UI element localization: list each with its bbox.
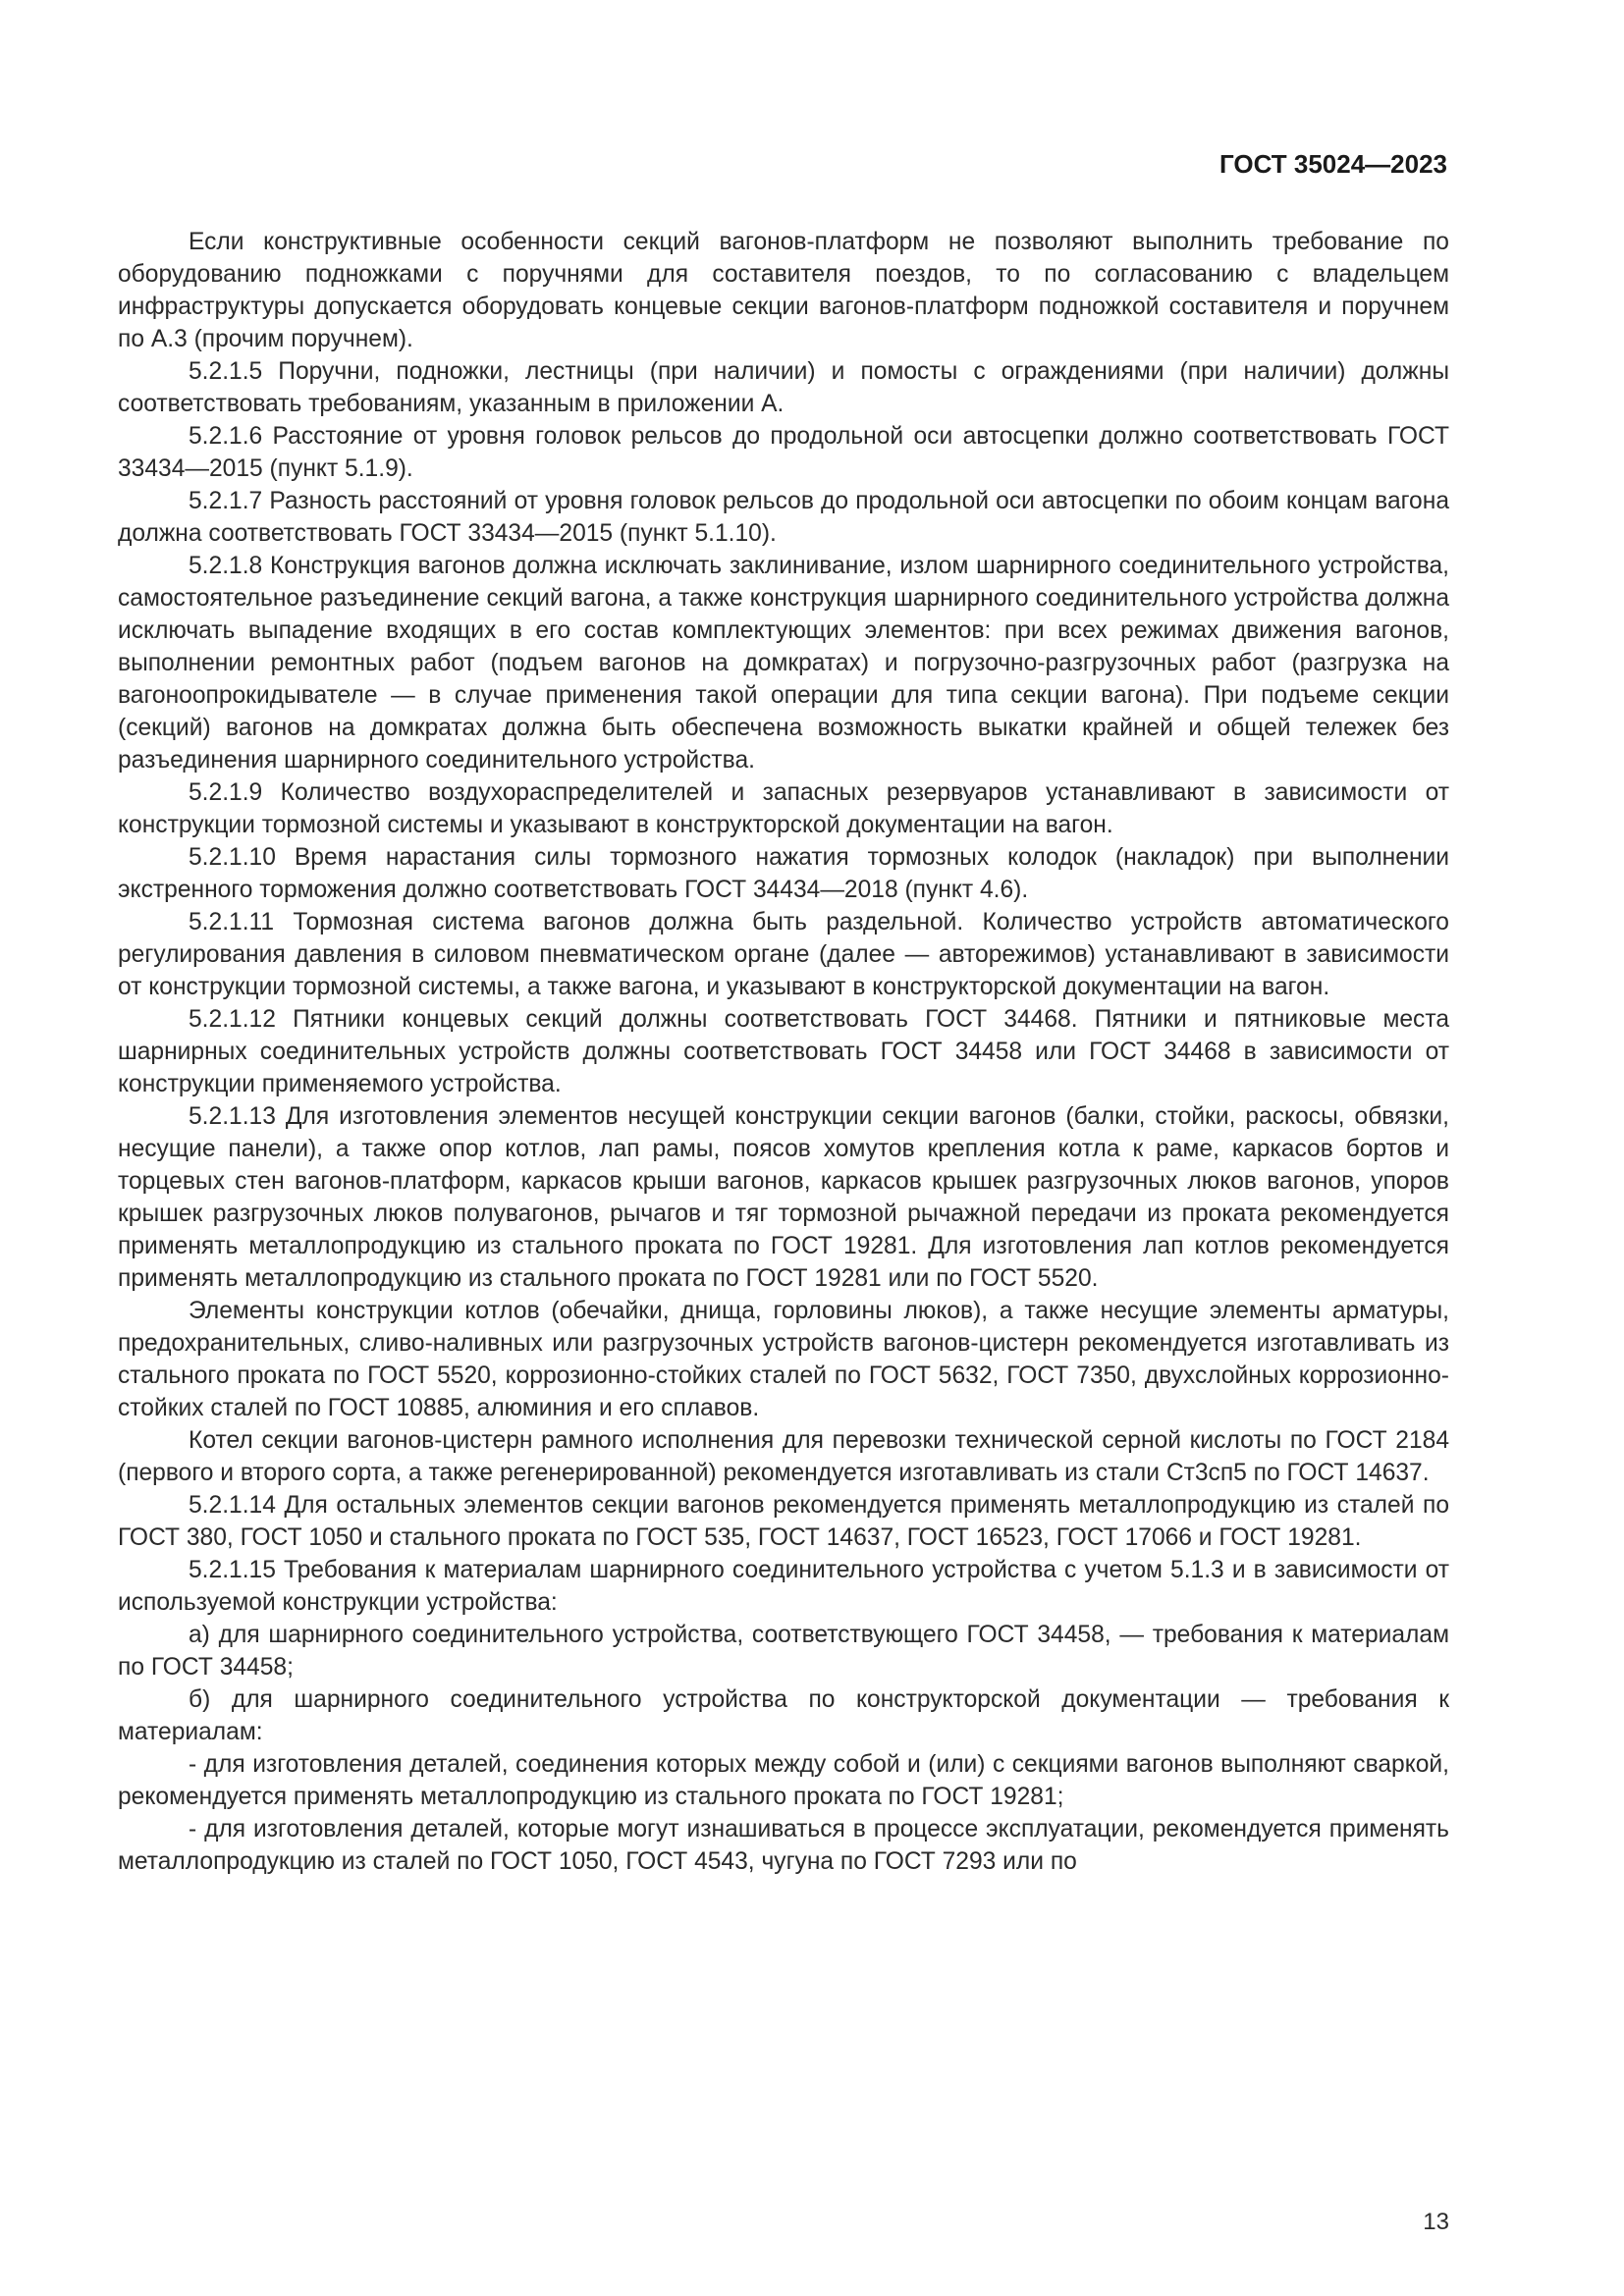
paragraph: 5.2.1.10 Время нарастания силы тормозного нажатия тормозных колодок (накладок) при выполнении экстренного торможения должно соответствовать ГОСТ 34434—2018 (пункт 4.6).: [118, 844, 1449, 903]
paragraph: 5.2.1.5 Поручни, подножки, лестницы (при наличии) и помосты с ограждениями (при наличии) должны соответствовать требованиям, указанным в приложении А.: [118, 358, 1449, 417]
document-body: [118, 226, 1449, 1878]
paragraph: а) для шарнирного соединительного устройства, соответствующего ГОСТ 34458, — требования к материалам по ГОСТ 34458;: [118, 1622, 1449, 1681]
paragraph: Если конструктивные особенности секций вагонов-платформ не позволяют выполнить требование по оборудованию подножками с поручнями для составителя поездов, то по согласованию с владельцем инфраструктуры допускается оборудовать концевые секции вагонов-платформ подножкой составителя и поручнем по А.3 (прочим поручнем).: [118, 229, 1449, 352]
paragraph: 5.2.1.9 Количество воздухораспределителей и запасных резервуаров устанавливают в зависимости от конструкции тормозной системы и указывают в конструкторской документации на вагон.: [118, 779, 1449, 838]
standard-header: ГОСТ 35024—2023: [1219, 149, 1447, 179]
paragraph: 5.2.1.13 Для изготовления элементов несущей конструкции секции вагонов (балки, стойки, раскосы, обвязки, несущие панели), а также опор котлов, лап рамы, поясов хомутов крепления котла к раме, каркасов бортов и торцевых стен вагонов-платформ, каркасов крыши вагонов, каркасов крышек разгрузочных люков вагонов, упоров крышек разгрузочных люков полувагонов, рычагов и тяг тормозной рычажной передачи из проката рекомендуется применять металлопродукцию из стального проката по ГОСТ 19281. Для изготовления лап котлов рекомендуется применять металлопродукцию из стального проката по ГОСТ 19281 или по ГОСТ 5520.: [118, 1103, 1449, 1292]
paragraph: - для изготовления деталей, которые могут изнашиваться в процессе эксплуатации, рекомендуется применять металлопродукцию из сталей по ГОСТ 1050, ГОСТ 4543, чугуна по ГОСТ 7293 или по: [118, 1816, 1449, 1875]
paragraph: Котел секции вагонов-цистерн рамного исполнения для перевозки технической серной кислоты по ГОСТ 2184 (первого и второго сорта, а также регенерированной) рекомендуется изготавливать из стали Ст3сп5 по ГОСТ 14637.: [118, 1427, 1449, 1486]
paragraph: 5.2.1.14 Для остальных элементов секции вагонов рекомендуется применять металлопродукцию из сталей по ГОСТ 380, ГОСТ 1050 и стального проката по ГОСТ 535, ГОСТ 14637, ГОСТ 16523, ГОСТ 17066 и ГОСТ 19281.: [118, 1492, 1449, 1551]
page-number: 13: [1423, 2209, 1449, 2235]
paragraph: Элементы конструкции котлов (обечайки, днища, горловины люков), а также несущие элементы арматуры, предохранительных, сливо-наливных или разгрузочных устройств вагонов-цистерн рекомендуется изготавливать из стального проката по ГОСТ 5520, коррозионно-стойких сталей по ГОСТ 5632, ГОСТ 7350, двухслойных коррозионно-стойких сталей по ГОСТ 10885, алюминия и его сплавов.: [118, 1298, 1449, 1421]
paragraph: 5.2.1.6 Расстояние от уровня головок рельсов до продольной оси автосцепки должно соответствовать ГОСТ 33434—2015 (пункт 5.1.9).: [118, 423, 1449, 482]
paragraph: 5.2.1.7 Разность расстояний от уровня головок рельсов до продольной оси автосцепки по обоим концам вагона должна соответствовать ГОСТ 33434—2015 (пункт 5.1.10).: [118, 488, 1449, 547]
paragraph: 5.2.1.15 Требования к материалам шарнирного соединительного устройства с учетом 5.1.3 и в зависимости от используемой конструкции устройства:: [118, 1557, 1449, 1616]
paragraph: 5.2.1.11 Тормозная система вагонов должна быть раздельной. Количество устройств автоматического регулирования давления в силовом пневматическом органе (далее — авторежимов) устанавливают в зависимости от конструкции тормозной системы, а также вагона, и указывают в конструкторской документации на вагон.: [118, 909, 1449, 1000]
paragraph: 5.2.1.12 Пятники концевых секций должны соответствовать ГОСТ 34468. Пятники и пятниковые места шарнирных соединительных устройств должны соответствовать ГОСТ 34458 или ГОСТ 34468 в зависимости от конструкции применяемого устройства.: [118, 1006, 1449, 1097]
paragraph: - для изготовления деталей, соединения которых между собой и (или) с секциями вагонов выполняют сваркой, рекомендуется применять металлопродукцию из стального проката по ГОСТ 19281;: [118, 1751, 1449, 1810]
paragraph: 5.2.1.8 Конструкция вагонов должна исключать заклинивание, излом шарнирного соединительного устройства, самостоятельное разъединение секций вагона, а также конструкция шарнирного соединительного устройства должна исключать выпадение входящих в его состав комплектующих элементов: при всех режимах движения вагонов, выполнении ремонтных работ (подъем вагонов на домкратах) и погрузочно-разгрузочных работ (разгрузка на вагоноопрокидывателе — в случае применения такой операции для типа секции вагона). При подъеме секции (секций) вагонов на домкратах должна быть обеспечена возможность выкатки крайней и общей тележек без разъединения шарнирного соединительного устройства.: [118, 553, 1449, 774]
paragraph: б) для шарнирного соединительного устройства по конструкторской документации — требования к материалам:: [118, 1686, 1449, 1745]
